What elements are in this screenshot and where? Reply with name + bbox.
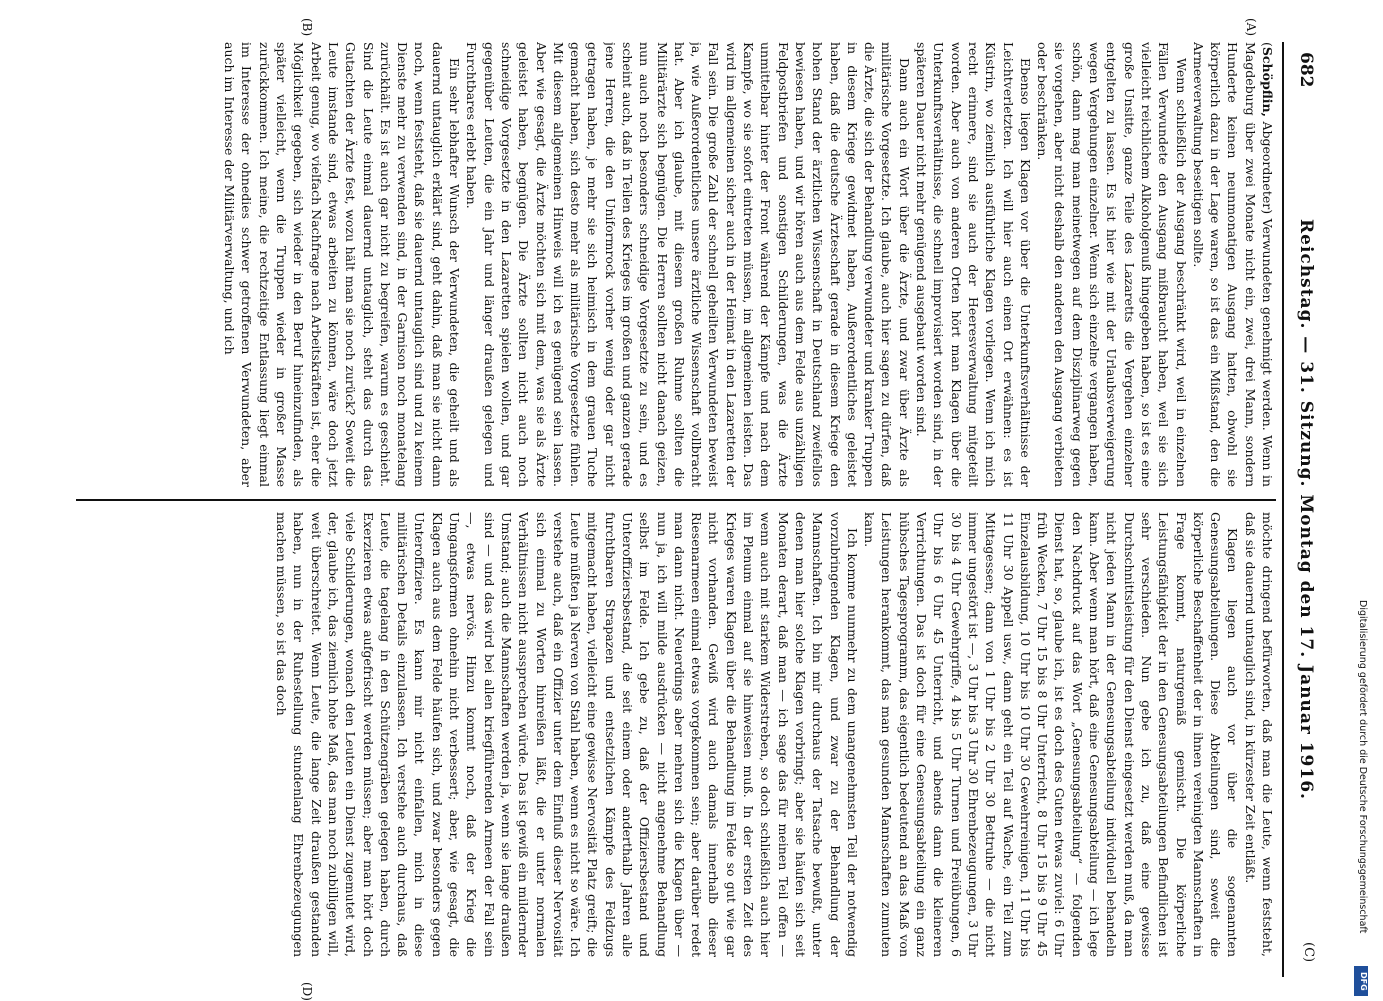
page-number: 682 — [1296, 52, 1316, 88]
digitization-credit: Digitalisierung gefördert durch die Deutsche Forschungsgemeinschaft — [1357, 600, 1368, 934]
document-page — [63, 18, 1318, 1001]
page-title: Reichstag. — 31. Sitzung. Montag den 17. Januar 1916. — [1296, 219, 1316, 800]
paragraph: Wenn schließlich der Ausgang beschränkt wird, weil in einzelnen Fällen Verwundete den Ausgang mißbraucht haben, weil sie sich vielleicht reichlichem Alkoholgenuß hingegeben haben, so ist es eine große Unsitte, ganze Teile des Lazaretts die Vergehen einzelner entgelten zu lassen. Es ist hier wie mit der Urlaubsverweigerung wegen Vergehungen einzelner. Wenn sich einzelne vergangen haben, schön, dann mag man meinetwegen auf dem Disziplinarweg gegen sie vorgehen, aber nicht deshalb den anderen den Ausgang verbieten oder beschränken. — [1035, 42, 1189, 487]
paragraph: Verwundeten genehmigt werden. Wenn in Magdeburg über zwei Monate nicht ein, zwei, drei Mann, sondern Hunderte keinen neunmonatigen Ausgang hatten, obwohl sie körperlich dazu in der Lage waren, so ist das ein Mißstand, den die Armeeverwaltung beseitigen sollte. — [1190, 42, 1275, 487]
paragraph: Dann auch ein Wort über die Ärzte, und zwar über Ärzte als militärische Vorgesetzte. Ich glaube, auch hier sagen zu dürfen, daß die Ärzte, die sich der Behandlung verwundeter und kranker Truppen in diesem Kriege gewidmet haben, Außerordentliches geleistet haben, daß die deutsche Ärzteschaft gerade in diesem Kriege den hohen Stand der ärztlichen Wissenschaft in Deutschland zweifellos bewiesen haben, und wir hören auch aus dem Felde aus unzähligen Feldpostbriefen und sonstigen Schilderungen, was die Ärzte unmittelbar hinter der Front während der Kämpfe und nach dem Kampfe, wo sie sofort eintreten müssen, im allgemeinen leisten. Das wird im allgemeinen sicher auch in der Heimat in den Lazaretten der Fall sein. Die große Zahl der schnell geheilten Verwundeten beweist ja, wie Außerordentliches unsere ärztliche Wissenschaft vollbracht hat. Aber ich glaube, mit diesem großen Ruhme sollten die Militärärzte sich begnügen. Die Herren sollten nicht danach geizen, nun auch noch besonders schneidige Vorgesetzte zu sein, und es scheint auch, daß in Teilen des Krieges im großen und ganzen gerade jene Herren, die den Uniformrock vorher wenig oder gar nicht getragen haben, je mehr sie sich heimisch in dem grauen Tuche gemacht haben, sich desto mehr als militärische Vorgesetzte fühlen. Mit diesem allgemeinen Hinweis will ich es genügend sein lassen. Aber wie gesagt, die Ärzte möchten sich mit dem, was sie als Ärzte geleistet haben, begnügen. Die Ärzte sollten nicht auch noch schneidige Vorgesetzte in den Lazaretten spielen wollen, und gar gegenüber Leuten, die ein Jahr und länger draußen gelegen und Furchtbares erlebt haben. — [464, 42, 912, 487]
dfg-logo: DFG — [1354, 966, 1368, 996]
right-column — [76, 512, 1276, 957]
margin-mark-d: (D) — [300, 982, 314, 1001]
paragraph: Klagen liegen auch vor über die sogenannten Genesungsabteilungen. Diese Abteilungen sind, soweit die körperliche Beschaffenheit der in ihnen vereinigten Mannschaften in Frage kommt, naturgemäß gemischt. Die körperliche Leistungsfähigkeit der in den Genesungsabteilungen Befindlichen ist sehr verschieden. Nun gebe ich zu, daß eine gewisse Durchschnittsleistung für den Dienst eingesetzt werden muß, da man nicht jeden Mann in der Genesungsabteilung individuell behandeln kann. Aber wenn man hört, daß eine Genesungsabteilung — ich lege den Nachdruck auf das Wort „Genesungsabteilung“ — folgenden Dienst hat, so, glaube ich, ist es doch des Guten etwas zuviel: 6 Uhr früh Wecken, 7 Uhr 15 bis 8 Uhr Unterricht, 8 Uhr 15 bis 9 Uhr 45 Einzelausbildung, 10 Uhr bis 10 Uhr 30 Gewehrreinigen, 11 Uhr bis 11 Uhr 30 Appell usw., dann geht ein Teil auf Wache, ein Teil zum Mittagessen; dann von 1 Uhr bis 2 Uhr 30 Bettruhe — die nicht immer ungestört ist —, 3 Uhr bis 3 Uhr 30 Ehrenbezeugungen, 3 Uhr 30 bis 4 Uhr Gewehrgriffe, 4 bis 5 Uhr Turnen und Freiübungen, 6 Uhr bis 6 Uhr 45 Unterricht, und abends dann die kleineren Verrichtungen. Das ist doch für eine Genesungsabteilung ein ganz hübsches Tagesprogramm, das eigentlich bedeutend an das Maß von Leistungen herankommt, das man gesunden Mannschaften zumuten kann. — [862, 512, 1241, 957]
speaker-name: Schöpflin, — [1260, 46, 1275, 117]
paragraph: Ein sehr lebhafter Wunsch der Verwundeten, die geheilt und als dauernd untauglich erklärt sind, geht dahin, daß man sie nicht dann noch, wenn feststeht, daß sie dauernd untauglich sind und zu keinem Dienste mehr zu verwenden sind, in der Garnison noch monatelang zurückhält. Es ist auch gar nicht zu begreifen, warum es geschieht. Sind die Leute einmal dauernd untauglich, steht das durch das Gutachten der Ärzte fest, wozu hält man sie noch zurück? Soweit die Leute imstande sind, etwas arbeiten zu können, wäre doch jetzt Arbeit genug, wo vielfach Nachfrage nach Arbeitskräften ist, eher die Möglichkeit gegeben, sich wieder in den Beruf hineinzufinden, als später vielleicht, wenn die Truppen wieder in großer Masse zurückkommen. Ich meine, die rechtzeitige Entlassung liegt einmal im Interesse der ohnedies schwer getroffenen Verwundeten, aber auch im Interesse der Militärverwaltung, und ich — [222, 42, 463, 487]
margin-mark-a: (A) — [1244, 18, 1258, 37]
speaker-role: Abgeordneter) — [1260, 121, 1275, 215]
page-header — [1288, 42, 1318, 977]
paragraph: Ich komme nunmehr zu dem unangenehmsten Teil der notwendig vorzubringenden Klagen, und zwar zu der Behandlung der Mannschaften. Ich bin mir durchaus der Tatsache bewußt, unter denen man hier solche Klagen vorbringt; aber sie häufen sich seit Monaten derart, daß man — ich sage das für meinen Teil offen — wenn auch mit starkem Widerstreben, so doch schließlich auch hier im Plenum einmal auf sie hinweisen muß. In der ersten Zeit des Krieges waren Klagen über die Behandlung im Felde so gut wie gar nicht vorhanden. Gewiß wird auch damals innerhalb dieser Riesenarmeen einmal etwas vorgekommen sein; aber darüber redet man dann nicht. Neuerdings aber mehren sich die Klagen über — nun ja, ich will milde ausdrücken — nicht angenehme Behandlung selbst im Felde. Ich gebe zu, daß der Offiziersbestand und Unteroffiziersbestand, die seit einem oder anderthalb Jahren alle furchtbaren Strapazen und entsetzlichen Kämpfe des Feldzugs mitgemacht haben, vielleicht eine gewisse Nervosität Platz greift; die Leute müßten ja Nerven von Stahl haben, wenn es nicht so wäre. Ich verstehe auch, daß ein Offizier unter dem Einfluß dieser Nervosität sich einmal zu Worten hinreißen läßt, die er unter normalen Verhältnissen nicht aussprechen würde. Das ist gewiß ein mildernder Umstand; auch die Mannschaften werden ja, wenn sie lange draußen sind — und das wird bei allen kriegführenden Armeen der Fall sein —, etwas nervös. Hinzu kommt noch, daß der Krieg die Umgangsformen ohnehin nicht verbessert; aber, wie gesagt, die Klagen auch aus dem Felde häufen sich, und zwar besonders gegen Unteroffiziere. Es kann mir nicht einfallen, mich in diese militärischen Details einzulassen. Ich verstehe auch durchaus, daß Leute, die tagelang in den Schützengräben gelegen haben, durch Exerzieren etwas aufgefrischt werden müssen; aber man hört doch viele Schilderungen, wonach den Leuten ein Dienst zugemutet wird, der, glaube ich, das ziemlich hohe Maß, das man noch zubilligen will, weit überschreitet. Wenn Leute, die lange Zeit draußen gestanden haben, nun in der Ruhestellung stundenlang Ehrenbezeugungen machen müssen, so ist das doch — [274, 512, 860, 957]
left-column — [76, 42, 1276, 487]
margin-mark-b: (B) — [300, 18, 314, 37]
margin-mark-c: (C) — [1301, 942, 1316, 963]
speaker-line: (Schöpflin, Abgeordneter) Verwundeten genehmigt werden. Wenn in Magdeburg über zwei Monate nicht ein, zwei, drei Mann, sondern Hunderte keinen neunmonatigen Ausgang hatten, obwohl sie körperlich dazu in der Lage waren, so ist das ein Mißstand, den die Armeeverwaltung beseitigen sollte. — [1190, 42, 1275, 487]
header-rule — [1282, 42, 1284, 977]
paragraph: Ebenso liegen Klagen vor über die Unterkunftsverhältnisse der Leichtverletzten. Ich will hier auch einen Ort erwähnen: es ist Küstrin, wo ziemlich ausführliche Klagen vorliegen. Wenn ich mich recht erinnere, sind sie auch der Heeresverwaltung mitgeteilt worden. Aber auch von anderen Orten hört man Klagen über die Unterkunftsverhältnisse, die schnell improvisiert worden sind, in der späteren Dauer nicht mehr genügend ausgebaut worden sind. — [914, 42, 1033, 487]
column-divider — [76, 499, 1276, 501]
paragraph: möchte dringend befürworten, daß man die Leute, wenn feststeht, daß sie dauernd untauglich sind, in kürzester Zeit entläßt. — [1242, 512, 1275, 957]
